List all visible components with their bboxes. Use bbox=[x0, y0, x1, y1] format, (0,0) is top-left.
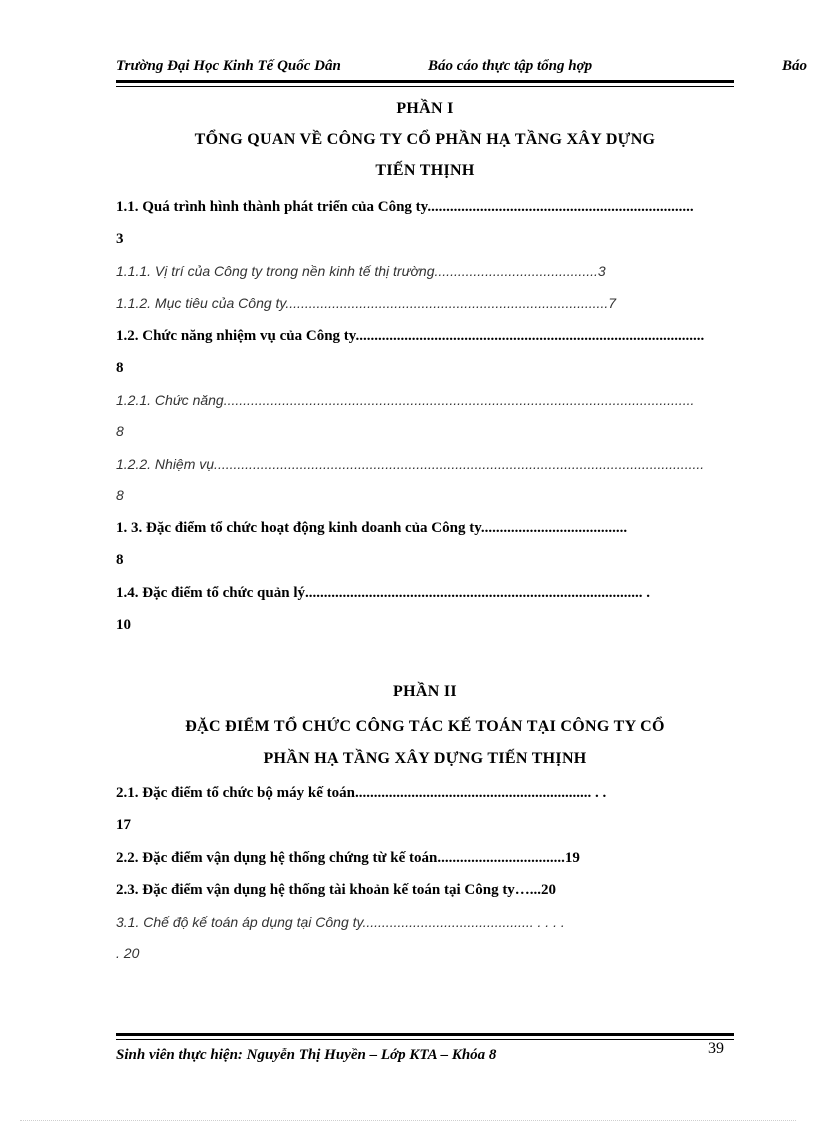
toc-item-2-2[interactable]: 2.2. Đặc điểm vận dụng hệ thống chứng từ kế toán..................................19 bbox=[116, 850, 580, 866]
toc-item-1-4[interactable]: 1.4. Đặc điểm tổ chức quản lý.......................................................................................... . bbox=[116, 585, 651, 601]
footer-rule-thin bbox=[116, 1039, 734, 1040]
part2-heading-line1: ĐẶC ĐIỂM TỔ CHỨC CÔNG TÁC KẾ TOÁN TẠI CÔNG TY CỔ bbox=[185, 718, 665, 735]
toc-item-1-1[interactable]: 1.1. Quá trình hình thành phát triển của Công ty....................................................................... bbox=[116, 199, 694, 215]
toc-page-2-1: 17 bbox=[116, 817, 131, 833]
part1-heading-line1: TỔNG QUAN VỀ CÔNG TY CỔ PHẦN HẠ TẦNG XÂY DỰNG bbox=[194, 131, 656, 148]
toc-item-1-1-1[interactable]: 1.1.1. Vị trí của Công ty trong nền kinh tế thị trường..........................................3 bbox=[116, 263, 606, 279]
toc-item-2-1[interactable]: 2.1. Đặc điểm tổ chức bộ máy kế toán............................................................... . . bbox=[116, 785, 607, 801]
toc-page-1-2-2: 8 bbox=[116, 487, 124, 503]
header-right-text: Báo bbox=[782, 58, 808, 74]
toc-item-3-1[interactable]: 3.1. Chế độ kế toán áp dụng tại Công ty............................................ . . . . bbox=[116, 914, 565, 930]
toc-page-1-2-1: 8 bbox=[116, 423, 124, 439]
part1-heading-line2: TIẾN THỊNH bbox=[375, 162, 475, 179]
toc-item-1-1-2[interactable]: 1.1.2. Mục tiêu của Công ty...................................................................................7 bbox=[116, 295, 617, 311]
toc-item-1-2[interactable]: 1.2. Chức năng nhiệm vụ của Công ty............................................................................................. bbox=[116, 328, 705, 344]
toc-page-1-3: 8 bbox=[116, 552, 124, 568]
toc-item-2-3[interactable]: 2.3. Đặc điểm vận dụng hệ thống tài khoản kế toán tại Công ty…...20 bbox=[116, 882, 557, 898]
header-school: Trường Đại Học Kinh Tế Quốc Dân bbox=[116, 58, 341, 74]
page-edge-shadow bbox=[20, 1120, 796, 1122]
page-number: 39 bbox=[708, 1040, 724, 1057]
part2-title: PHẦN II bbox=[393, 683, 457, 700]
footer-student: Sinh viên thực hiện: Nguyễn Thị Huyền – Lớp KTA – Khóa 8 bbox=[116, 1047, 497, 1063]
header-rule-thick bbox=[116, 80, 734, 83]
toc-page-1-2: 8 bbox=[116, 360, 124, 376]
toc-page-1-4: 10 bbox=[116, 617, 131, 633]
toc-item-1-2-1[interactable]: 1.2.1. Chức năng......................................................................................................................... bbox=[116, 392, 695, 408]
toc-page-1-1: 3 bbox=[116, 231, 124, 247]
toc-item-1-2-2[interactable]: 1.2.2. Nhiệm vụ.............................................................................................................................. bbox=[116, 456, 705, 472]
toc-page-3-1: . 20 bbox=[116, 945, 140, 961]
header-rule-thin bbox=[116, 86, 734, 87]
header-report-title: Báo cáo thực tập tổng hợp bbox=[428, 58, 593, 74]
footer-rule-thick bbox=[116, 1033, 734, 1036]
toc-item-1-3[interactable]: 1. 3. Đặc điểm tổ chức hoạt động kinh doanh của Công ty....................................... bbox=[116, 520, 628, 536]
part1-title: PHẦN I bbox=[396, 100, 454, 117]
part2-heading-line2: PHẦN HẠ TẦNG XÂY DỰNG TIẾN THỊNH bbox=[263, 750, 587, 767]
